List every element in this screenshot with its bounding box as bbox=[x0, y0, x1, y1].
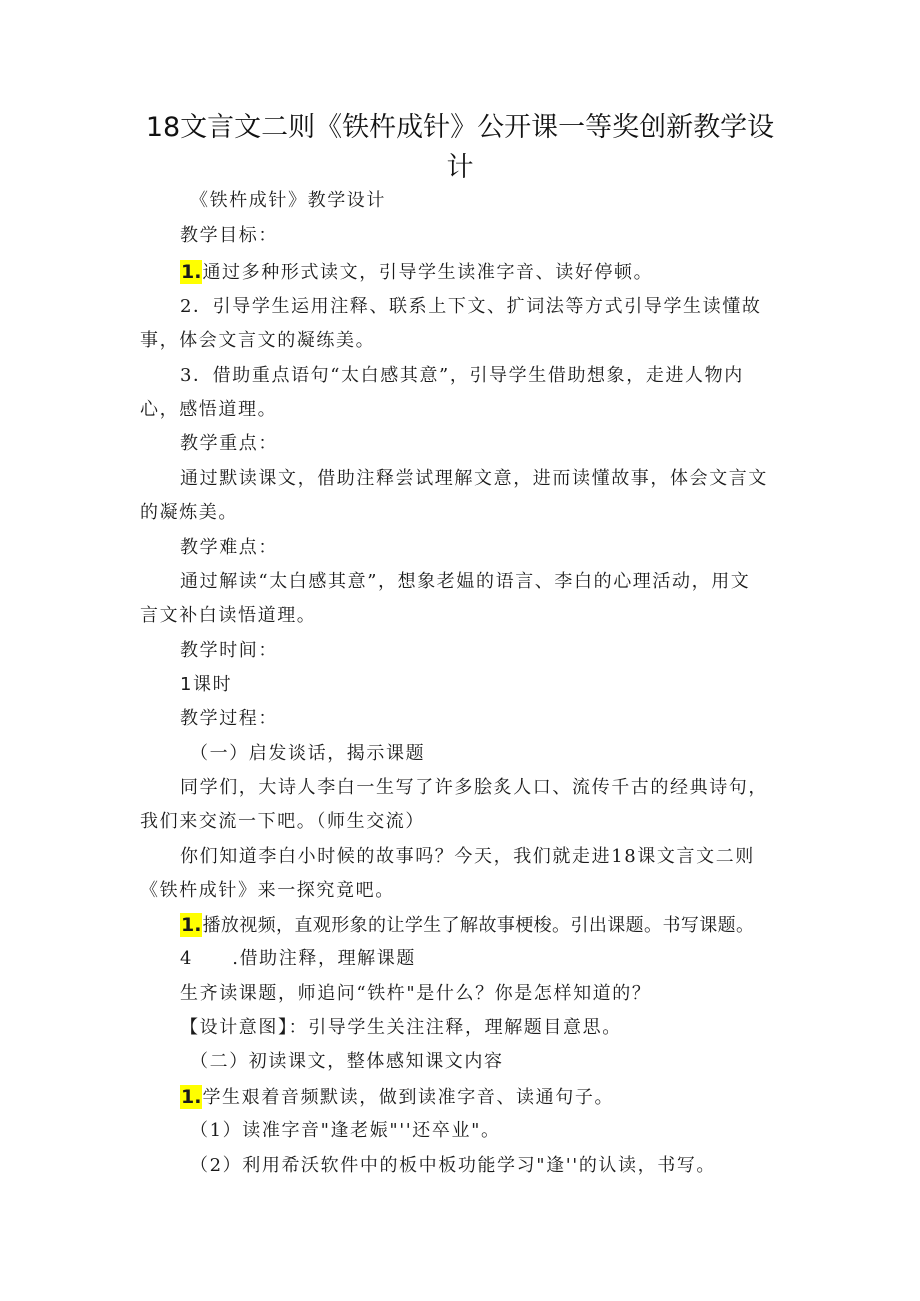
doc-line: （2）利用希沃软件中的板中板功能学习"逢''的认读，书写。 bbox=[190, 1155, 717, 1176]
doc-line: 1.播放视频，直观形象的让学生了解故事梗梭。引出课题。书写课题。 bbox=[181, 914, 755, 936]
doc-line: 教学重点： bbox=[180, 433, 278, 454]
doc-line: 的凝炼美。 bbox=[140, 502, 238, 523]
doc-line: （二）初读课文，整体感知课文内容 bbox=[190, 1051, 504, 1072]
doc-line: （1）读准字音"逢老娠"''还卒业"。 bbox=[190, 1120, 501, 1141]
doc-line: （一）启发谈话，揭示课题 bbox=[190, 743, 426, 764]
doc-line: 《铁杵成针》来一探究竟吧。 bbox=[140, 880, 395, 901]
doc-line: 4 .借助注释，理解课题 bbox=[180, 948, 416, 969]
list-number-highlight: 1. bbox=[181, 1086, 202, 1108]
doc-line: 事，体会文言文的凝练美。 bbox=[140, 330, 376, 351]
doc-line: 教学时间： bbox=[180, 640, 278, 661]
doc-line: 教学难点： bbox=[180, 537, 278, 558]
doc-line: 【设计意图】：引导学生关注注释，理解题目意思。 bbox=[180, 1017, 622, 1038]
doc-line: 通过默读课文，借助注释尝试理解文意，进而读懂故事，体会文言文 bbox=[180, 468, 768, 489]
doc-line: 言文补白读悟道理。 bbox=[140, 605, 317, 626]
doc-line: 1.通过多种形式读文，引导学生读准字音、读好停顿。 bbox=[181, 261, 654, 283]
doc-line: 《铁杵成针》教学设计 bbox=[190, 190, 386, 211]
doc-line: 通过解读“太白感其意”，想象老媪的语言、李白的心理活动，用文 bbox=[180, 571, 751, 592]
document-title-text: 18文言文二则《铁杵成针》公开课一等奖创新教学设计 bbox=[145, 112, 775, 183]
doc-line: 1课时 bbox=[180, 674, 233, 695]
doc-line: 心，感悟道理。 bbox=[140, 399, 278, 420]
document-title bbox=[140, 108, 780, 188]
doc-line: 我们来交流一下吧。（师生交流） bbox=[140, 811, 425, 832]
list-number-highlight: 1. bbox=[181, 261, 202, 283]
doc-line: 3．借助重点语句“太白感其意”，引导学生借助想象，走进人物内 bbox=[180, 365, 744, 386]
doc-line: 你们知道李白小时候的故事吗？今天，我们就走进18课文言文二则 bbox=[180, 846, 755, 867]
doc-line: 生齐读课题，师追问“铁杵"是什么？你是怎样知道的？ bbox=[180, 983, 652, 1004]
doc-line: 1.学生艰着音频默读，做到读准字音、读通句子。 bbox=[181, 1086, 615, 1108]
list-number-highlight: 1. bbox=[181, 914, 202, 936]
doc-line: 教学目标： bbox=[180, 225, 278, 246]
doc-line: 同学们，大诗人李白一生写了许多脍炙人口、流传千古的经典诗句， bbox=[180, 777, 768, 798]
doc-line: 教学过程： bbox=[180, 708, 278, 729]
doc-line: 2．引导学生运用注释、联系上下文、扩词法等方式引导学生读懂故 bbox=[180, 296, 762, 317]
